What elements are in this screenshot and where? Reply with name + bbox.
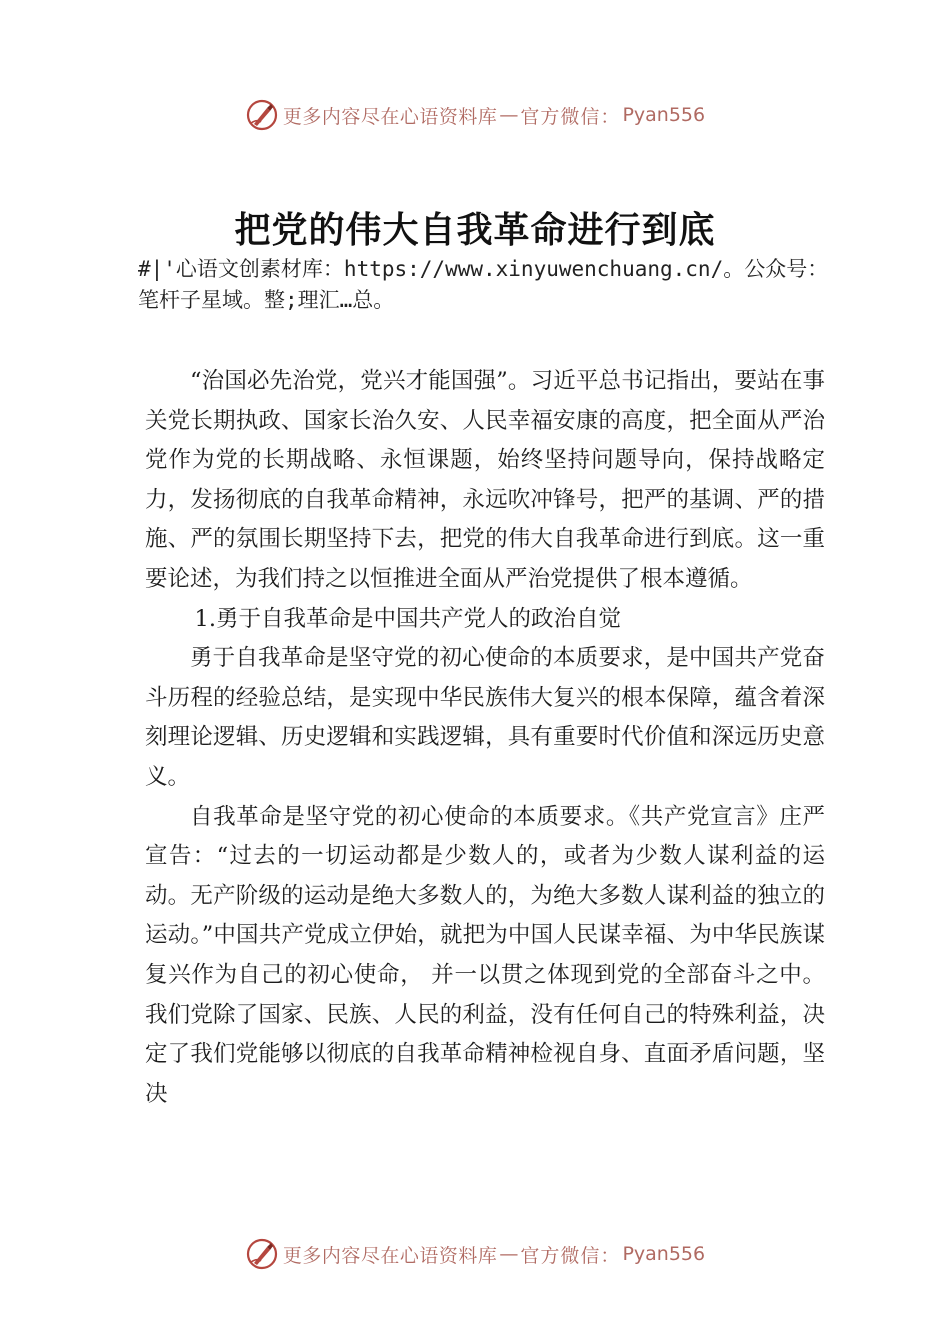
- watermark-wechat-label: 官方微信：: [520, 1244, 621, 1267]
- watermark-separator: —: [499, 1243, 519, 1265]
- paragraph: 勇于自我革命是坚守党的初心使命的本质要求，是中国共产党奋斗历程的经验总结，是实现中华民族伟大复兴的根本保障，蕴含着深刻理论逻辑、历史逻辑和实践逻辑，具有重要时代价值和深远历史意义。: [145, 645, 825, 790]
- document-title: 把党的伟大自我革命进行到底: [234, 209, 716, 251]
- document-body: [145, 362, 825, 1114]
- watermark-text: 更多内容尽在心语资料库: [282, 1244, 498, 1267]
- watermark-wechat-id: Pyan556: [622, 104, 706, 126]
- watermark-header: [0, 95, 950, 135]
- paragraph: 自我革命是坚守党的初心使命的本质要求。《共产党宣言》庄严宣告：“过去的一切运动都是少数人的，或者为少数人谋利益的运动。无产阶级的运动是绝大多数人的，为绝大多数人谋利益的独立的运动。”中国共产党成立伊始，就把为中国人民谋幸福、为中华民族谋复兴作为自己的初心使命， 并一以贯之体现到党的全部奋斗之中。我们党除了国家、民族、人民的利益，没有任何自己的特殊利益，决定了我们党能够以彻底的自我革命精神检视自身、直面矛盾问题，坚决: [145, 803, 825, 1107]
- watermark-wechat-id: Pyan556: [622, 1243, 706, 1265]
- watermark-footer: [0, 1234, 950, 1274]
- pen-logo-icon: [245, 98, 279, 132]
- watermark-text: 更多内容尽在心语资料库: [282, 105, 498, 128]
- section-heading: 1.勇于自我革命是中国共产党人的政治自觉: [194, 605, 621, 632]
- watermark-wechat-label: 官方微信：: [520, 105, 621, 128]
- watermark-separator: —: [499, 104, 519, 126]
- source-line: #|'心语文创素材库：https://www.xinyuwenchuang.cn/。公众号：笔杆子星域。整;理汇…总。: [138, 257, 829, 312]
- pen-logo-icon: [245, 1237, 279, 1271]
- paragraph: “治国必先治党，党兴才能国强”。习近平总书记指出，要站在事关党长期执政、国家长治久安、人民幸福安康的高度，把全面从严治党作为党的长期战略、永恒课题，始终坚持问题导向，保持战略定力，发扬彻底的自我革命精神，永远吹冲锋号，把严的基调、严的措施、严的氛围长期坚持下去，把党的伟大自我革命进行到底。这一重要论述，为我们持之以恒推进全面从严治党提供了根本遵循。: [145, 368, 825, 592]
